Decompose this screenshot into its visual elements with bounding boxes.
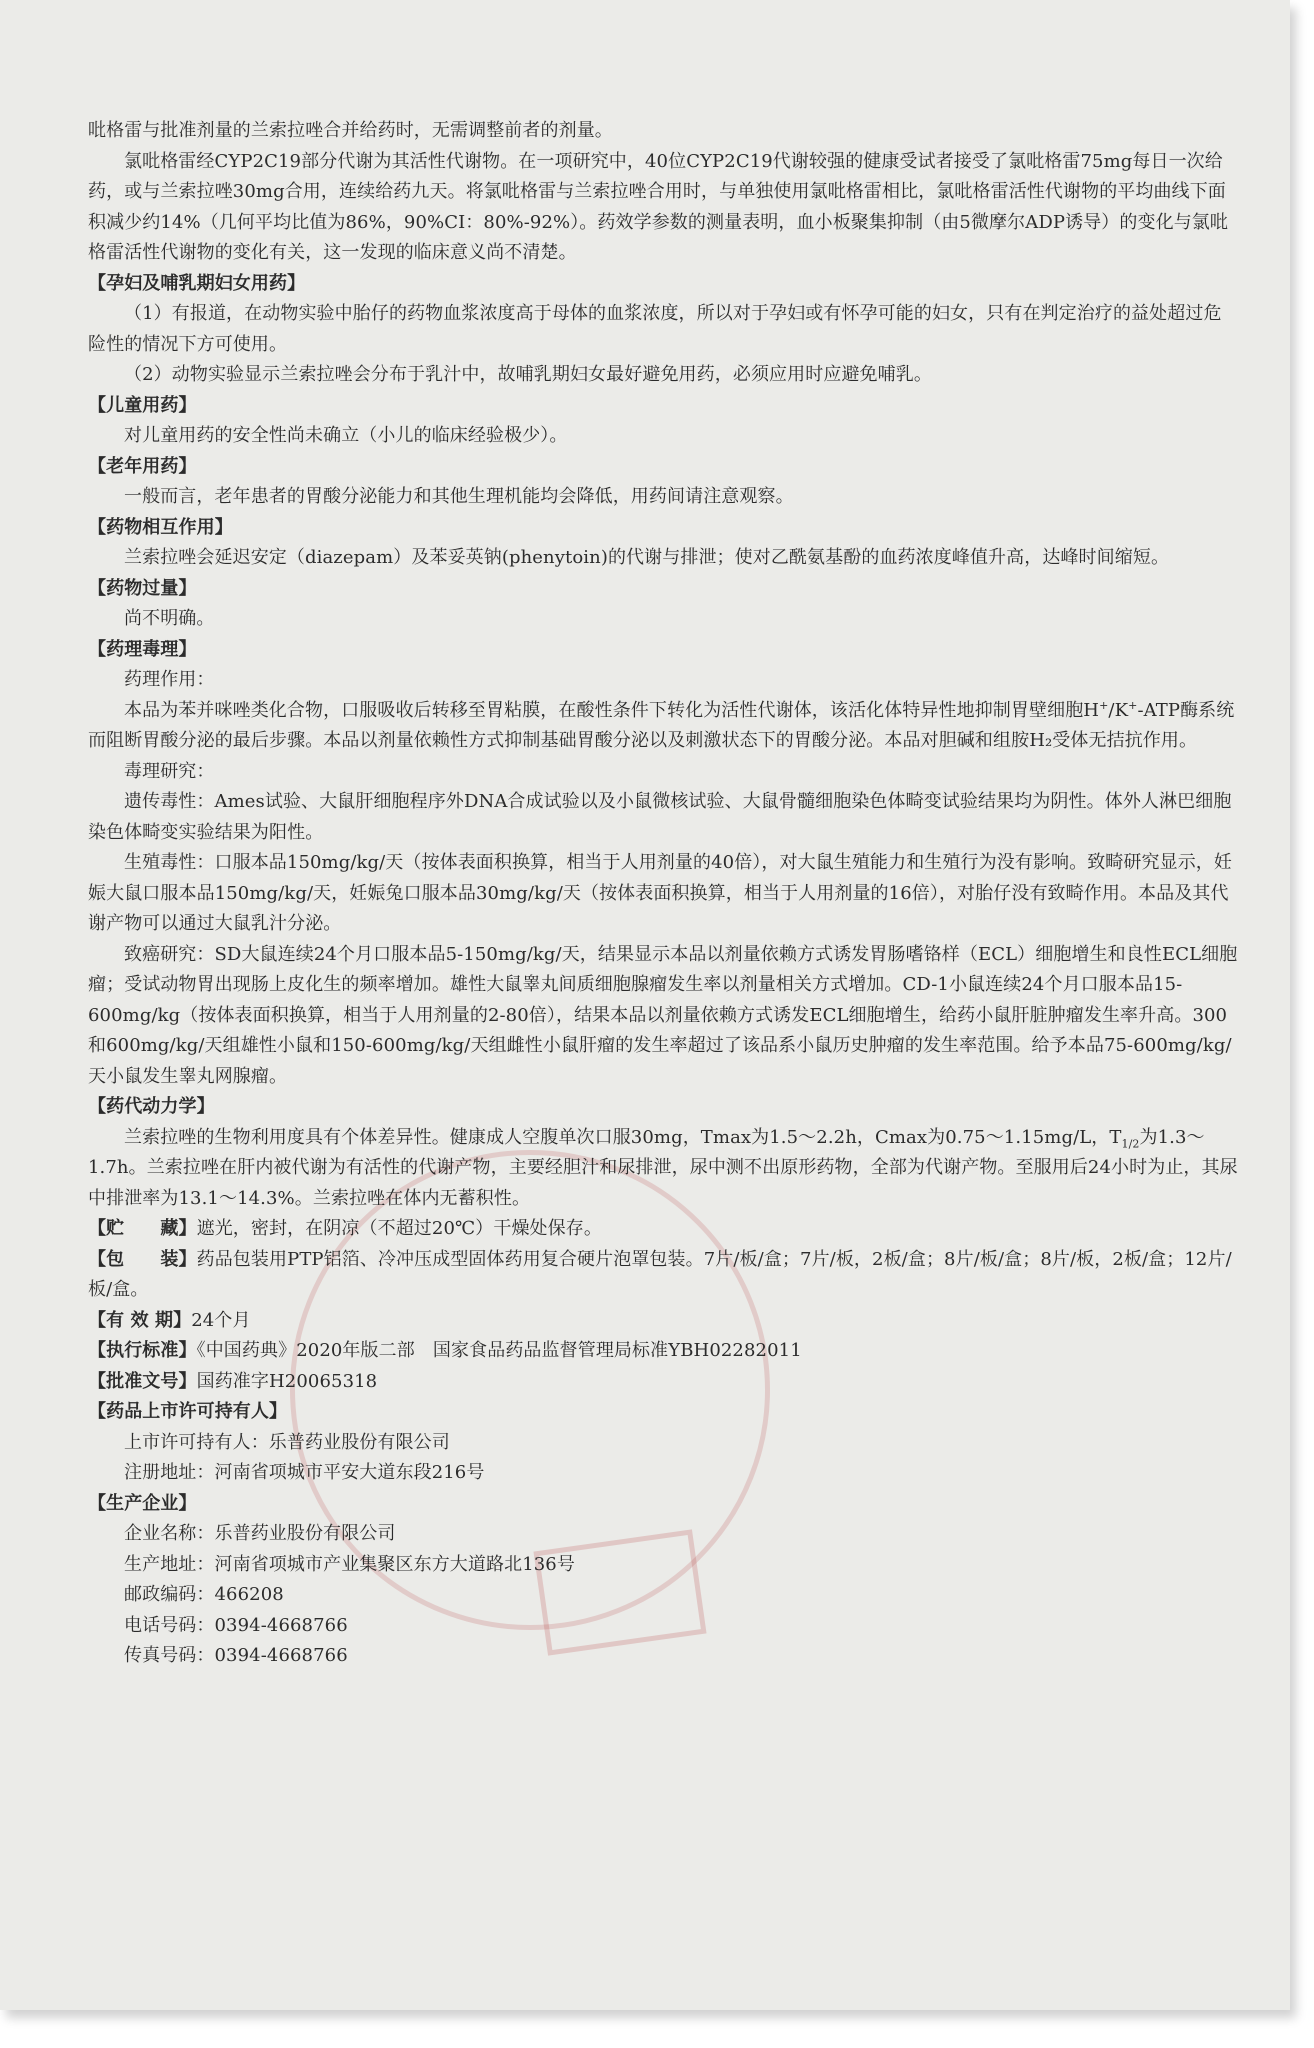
intro-paragraph-2: 氯吡格雷经CYP2C19部分代谢为其活性代谢物。在一项研究中，40位CYP2C19代谢较强的健康受试者接受了氯吡格雷75mg每日一次给药，或与兰索拉唑30mg合用，连续给药九天。将氯吡格雷与兰索拉唑合用时，与单独使用氯吡格雷相比，氯吡格雷活性代谢物的平均曲线下面积减少约14%（几何平均比值为86%，90%CI：80%-92%）。药效学参数的测量表明，血小板聚集抑制（由5微摩尔ADP诱导）的变化与氯吡格雷活性代谢物的变化有关，这一发现的临床意义尚不清楚。 — [88, 150, 1228, 263]
section-heading-pharmacology: 【药理毒理】 — [88, 638, 197, 660]
pk-text-a: 兰索拉唑的生物利用度具有个体差异性。健康成人空腹单次口服30mg，Tmax为1.5～2.2h，Cmax为0.75～1.15mg/L，T — [124, 1126, 1122, 1148]
genotoxicity-paragraph: 遗传毒性：Ames试验、大鼠肝细胞程序外DNA合成试验以及小鼠微核试验、大鼠骨髓细胞染色体畸变试验结果均为阴性。体外人淋巴细胞染色体畸变实验结果为阳性。 — [88, 791, 1232, 843]
section-heading-overdose: 【药物过量】 — [88, 577, 197, 599]
holder-address: 注册地址：河南省项城市平安大道东段216号 — [124, 1462, 485, 1483]
pharmacology-subheading: 药理作用： — [124, 669, 215, 690]
pharmacology-sup-1: + — [1099, 698, 1109, 712]
package-row — [88, 1245, 1238, 1306]
pk-sub: 1/2 — [1121, 1137, 1140, 1151]
pharmacology-paragraph — [88, 696, 1238, 757]
storage-row — [88, 1214, 1238, 1245]
manufacturer-name: 企业名称：乐普药业股份有限公司 — [124, 1523, 396, 1544]
validity-label: 【有 效 期】 — [88, 1309, 192, 1331]
reproductive-toxicity-paragraph: 生殖毒性：口服本品150mg/kg/天（按体表面积换算，相当于人用剂量的40倍），对大鼠生殖能力和生殖行为没有影响。致畸研究显示，妊娠大鼠口服本品150mg/kg/天，妊娠兔口服本品30mg/kg/天（按体表面积换算，相当于人用剂量的16倍），对胎仔没有致畸作用。本品及其代谢产物可以通过大鼠乳汁分泌。 — [88, 852, 1233, 934]
intro-paragraph-1: 吡格雷与批准剂量的兰索拉唑合并给药时，无需调整前者的剂量。 — [88, 120, 613, 141]
package-value: 药品包装用PTP铝箔、冷冲压成型固体药用复合硬片泡罩包装。7片/板/盒；7片/板，2板/盒；8片/板/盒；8片/板，2板/盒；12片/板/盒。 — [88, 1248, 1232, 1300]
pk-paragraph — [88, 1123, 1238, 1215]
pharmacology-text-c: -ATP酶系统而阻断胃酸分泌的最后步骤。本品以剂量依赖性方式抑制基础胃酸分泌以及刺激状态下的胃酸分泌。本品对胆碱和组胺H₂受体无拮抗作用。 — [88, 699, 1235, 751]
manufacturer-postcode: 邮政编码：466208 — [124, 1584, 284, 1605]
leaflet-content — [88, 116, 1238, 1672]
section-heading-holder: 【药品上市许可持有人】 — [88, 1401, 288, 1422]
manufacturer-address: 生产地址：河南省项城市产业集聚区东方大道路北136号 — [124, 1553, 575, 1575]
pharmacology-text-a: 本品为苯并咪唑类化合物，口服吸收后转移至胃粘膜，在酸性条件下转化为活性代谢体，该活化体特异性地抑制胃壁细胞H — [124, 699, 1100, 721]
validity-value: 24个月 — [191, 1309, 251, 1331]
pharmacology-sup-2: + — [1128, 698, 1138, 712]
children-paragraph: 对儿童用药的安全性尚未确立（小儿的临床经验极少）。 — [124, 425, 568, 446]
approval-row — [88, 1367, 1238, 1398]
section-heading-interactions: 【药物相互作用】 — [88, 516, 233, 538]
storage-label: 【贮 藏】 — [88, 1218, 197, 1239]
pregnancy-paragraph-2: （2）动物实验显示兰索拉唑会分布于乳汁中，故哺乳期妇女最好避免用药，必须应用时应避免哺乳。 — [124, 364, 932, 385]
elderly-paragraph: 一般而言，老年患者的胃酸分泌能力和其他生理机能均会降低，用药间请注意观察。 — [124, 486, 794, 507]
section-heading-manufacturer: 【生产企业】 — [88, 1492, 197, 1514]
manufacturer-phone: 电话号码：0394-4668766 — [124, 1614, 348, 1636]
interactions-paragraph: 兰索拉唑会延迟安定（diazepam）及苯妥英钠(phenytoin)的代谢与排泄；使对乙酰氨基酚的血药浓度峰值升高，达峰时间缩短。 — [124, 547, 1170, 568]
section-heading-elderly: 【老年用药】 — [88, 455, 197, 477]
section-heading-pregnancy: 【孕妇及哺乳期妇女用药】 — [88, 272, 306, 294]
overdose-paragraph: 尚不明确。 — [124, 608, 215, 629]
package-label: 【包 装】 — [88, 1248, 197, 1270]
storage-value: 遮光，密封，在阴凉（不超过20℃）干燥处保存。 — [196, 1218, 602, 1239]
validity-row — [88, 1306, 1238, 1337]
carcinogenicity-paragraph: 致癌研究：SD大鼠连续24个月口服本品5-150mg/kg/天，结果显示本品以剂量依赖方式诱发胃肠嗜铬样（ECL）细胞增生和良性ECL细胞瘤；受试动物胃出现肠上皮化生的频率增加。雄性大鼠睾丸间质细胞腺瘤发生率以剂量相关方式增加。CD-1小鼠连续24个月口服本品15-600mg/kg（按体表面积换算，相当于人用剂量的2-80倍），结果本品以剂量依赖方式诱发ECL细胞增生，给药小鼠肝脏肿瘤发生率升高。300和600mg/kg/天组雄性小鼠和150-600mg/kg/天组雌性小鼠肝瘤的发生率超过了该品系小鼠历史肿瘤的发生率范围。给予本品75-600mg/kg/天小鼠发生睾丸网腺瘤。 — [88, 943, 1238, 1087]
approval-label: 【批准文号】 — [88, 1370, 197, 1392]
approval-value: 国药准字H20065318 — [196, 1370, 378, 1392]
pregnancy-paragraph-1: （1）有报道，在动物实验中胎仔的药物血浆浓度高于母体的血浆浓度，所以对于孕妇或有怀孕可能的妇女，只有在判定治疗的益处超过危险性的情况下方可使用。 — [88, 303, 1222, 355]
manufacturer-fax: 传真号码：0394-4668766 — [124, 1645, 348, 1666]
standard-row — [88, 1336, 1238, 1367]
toxicology-subheading: 毒理研究： — [124, 760, 215, 782]
section-heading-children: 【儿童用药】 — [88, 394, 197, 416]
section-heading-pk: 【药代动力学】 — [88, 1096, 215, 1117]
standard-label: 【执行标准】 — [88, 1340, 197, 1361]
pk-text-b: 为1.3～1.7h。兰索拉唑在肝内被代谢为有活性的代谢产物，主要经胆汁和尿排泄，尿中测不出原形药物，全部为代谢产物。至服用后24小时为止，其尿中排泄率为13.1～14.3%。兰索拉唑在体内无蓄积性。 — [88, 1126, 1238, 1209]
standard-value: 《中国药典》2020年版二部 国家食品药品监督管理局标准YBH02282011 — [196, 1340, 802, 1361]
pharmacology-text-b: /K — [1108, 699, 1129, 721]
holder-name: 上市许可持有人：乐普药业股份有限公司 — [124, 1431, 450, 1453]
